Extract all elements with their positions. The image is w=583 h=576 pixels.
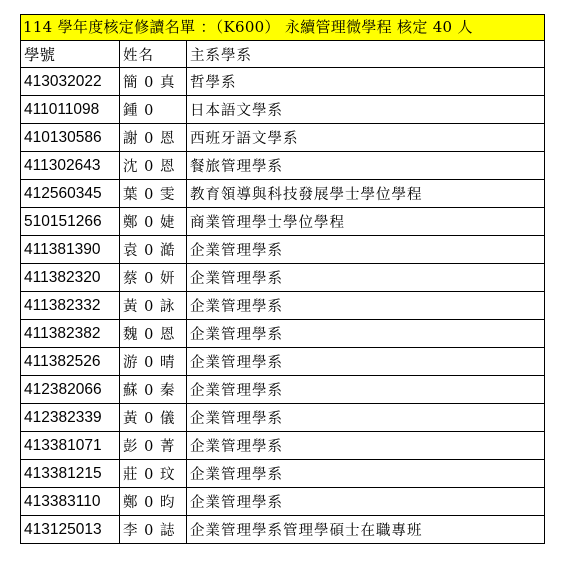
name-cell: 李 0 誌 bbox=[120, 516, 187, 544]
table-row bbox=[21, 152, 545, 180]
name-cell: 簡 0 真 bbox=[120, 68, 187, 96]
roster-table bbox=[20, 40, 545, 544]
name-cell: 魏 0 恩 bbox=[120, 320, 187, 348]
name-cell: 沈 0 恩 bbox=[120, 152, 187, 180]
student-id-cell: 510151266 bbox=[21, 208, 120, 236]
name-cell: 葉 0 雯 bbox=[120, 180, 187, 208]
table-row bbox=[21, 292, 545, 320]
student-id-cell: 411382320 bbox=[21, 264, 120, 292]
name-cell: 謝 0 恩 bbox=[120, 124, 187, 152]
department-cell: 企業管理學系 bbox=[187, 348, 545, 376]
student-id-cell: 411382382 bbox=[21, 320, 120, 348]
table-row bbox=[21, 320, 545, 348]
student-id-cell: 413125013 bbox=[21, 516, 120, 544]
table-row bbox=[21, 208, 545, 236]
student-id-cell: 411302643 bbox=[21, 152, 120, 180]
table-row bbox=[21, 516, 545, 544]
student-id-cell: 411011098 bbox=[21, 96, 120, 124]
table-row bbox=[21, 432, 545, 460]
department-cell: 企業管理學系 bbox=[187, 236, 545, 264]
student-id-cell: 411381390 bbox=[21, 236, 120, 264]
department-cell: 企業管理學系 bbox=[187, 488, 545, 516]
department-cell: 企業管理學系管理學碩士在職專班 bbox=[187, 516, 545, 544]
header-student-id: 學號 bbox=[21, 41, 120, 68]
header-department: 主系學系 bbox=[187, 41, 545, 68]
student-id-cell: 413381071 bbox=[21, 432, 120, 460]
table-row bbox=[21, 488, 545, 516]
student-id-cell: 413381215 bbox=[21, 460, 120, 488]
department-cell: 企業管理學系 bbox=[187, 264, 545, 292]
student-id-cell: 411382526 bbox=[21, 348, 120, 376]
name-cell: 游 0 晴 bbox=[120, 348, 187, 376]
department-cell: 日本語文學系 bbox=[187, 96, 545, 124]
table-row bbox=[21, 68, 545, 96]
student-id-cell: 411382332 bbox=[21, 292, 120, 320]
table-row bbox=[21, 124, 545, 152]
name-cell: 鄭 0 婕 bbox=[120, 208, 187, 236]
name-cell: 蘇 0 秦 bbox=[120, 376, 187, 404]
table-row bbox=[21, 460, 545, 488]
name-cell: 鄭 0 昀 bbox=[120, 488, 187, 516]
name-cell: 黃 0 詠 bbox=[120, 292, 187, 320]
roster-title: 114 學年度核定修讀名單 ：（K600） 永續管理微學程 核定 40 人 bbox=[20, 14, 545, 40]
header-name: 姓名 bbox=[120, 41, 187, 68]
department-cell: 企業管理學系 bbox=[187, 292, 545, 320]
student-id-cell: 413383110 bbox=[21, 488, 120, 516]
student-id-cell: 412382066 bbox=[21, 376, 120, 404]
table-row bbox=[21, 96, 545, 124]
name-cell: 黃 0 儀 bbox=[120, 404, 187, 432]
name-cell: 彭 0 菁 bbox=[120, 432, 187, 460]
name-cell: 鍾 0 bbox=[120, 96, 187, 124]
name-cell: 袁 0 澔 bbox=[120, 236, 187, 264]
department-cell: 商業管理學士學位學程 bbox=[187, 208, 545, 236]
department-cell: 企業管理學系 bbox=[187, 404, 545, 432]
roster-sheet bbox=[20, 14, 545, 544]
student-id-cell: 412560345 bbox=[21, 180, 120, 208]
department-cell: 西班牙語文學系 bbox=[187, 124, 545, 152]
table-row bbox=[21, 376, 545, 404]
student-id-cell: 413032022 bbox=[21, 68, 120, 96]
table-row bbox=[21, 348, 545, 376]
department-cell: 企業管理學系 bbox=[187, 320, 545, 348]
student-id-cell: 412382339 bbox=[21, 404, 120, 432]
department-cell: 餐旅管理學系 bbox=[187, 152, 545, 180]
student-id-cell: 410130586 bbox=[21, 124, 120, 152]
name-cell: 蔡 0 妍 bbox=[120, 264, 187, 292]
table-row bbox=[21, 264, 545, 292]
department-cell: 企業管理學系 bbox=[187, 376, 545, 404]
department-cell: 企業管理學系 bbox=[187, 432, 545, 460]
table-row bbox=[21, 180, 545, 208]
table-header-row bbox=[21, 41, 545, 68]
department-cell: 哲學系 bbox=[187, 68, 545, 96]
table-row bbox=[21, 236, 545, 264]
name-cell: 莊 0 玟 bbox=[120, 460, 187, 488]
department-cell: 企業管理學系 bbox=[187, 460, 545, 488]
table-row bbox=[21, 404, 545, 432]
department-cell: 教育領導與科技發展學士學位學程 bbox=[187, 180, 545, 208]
